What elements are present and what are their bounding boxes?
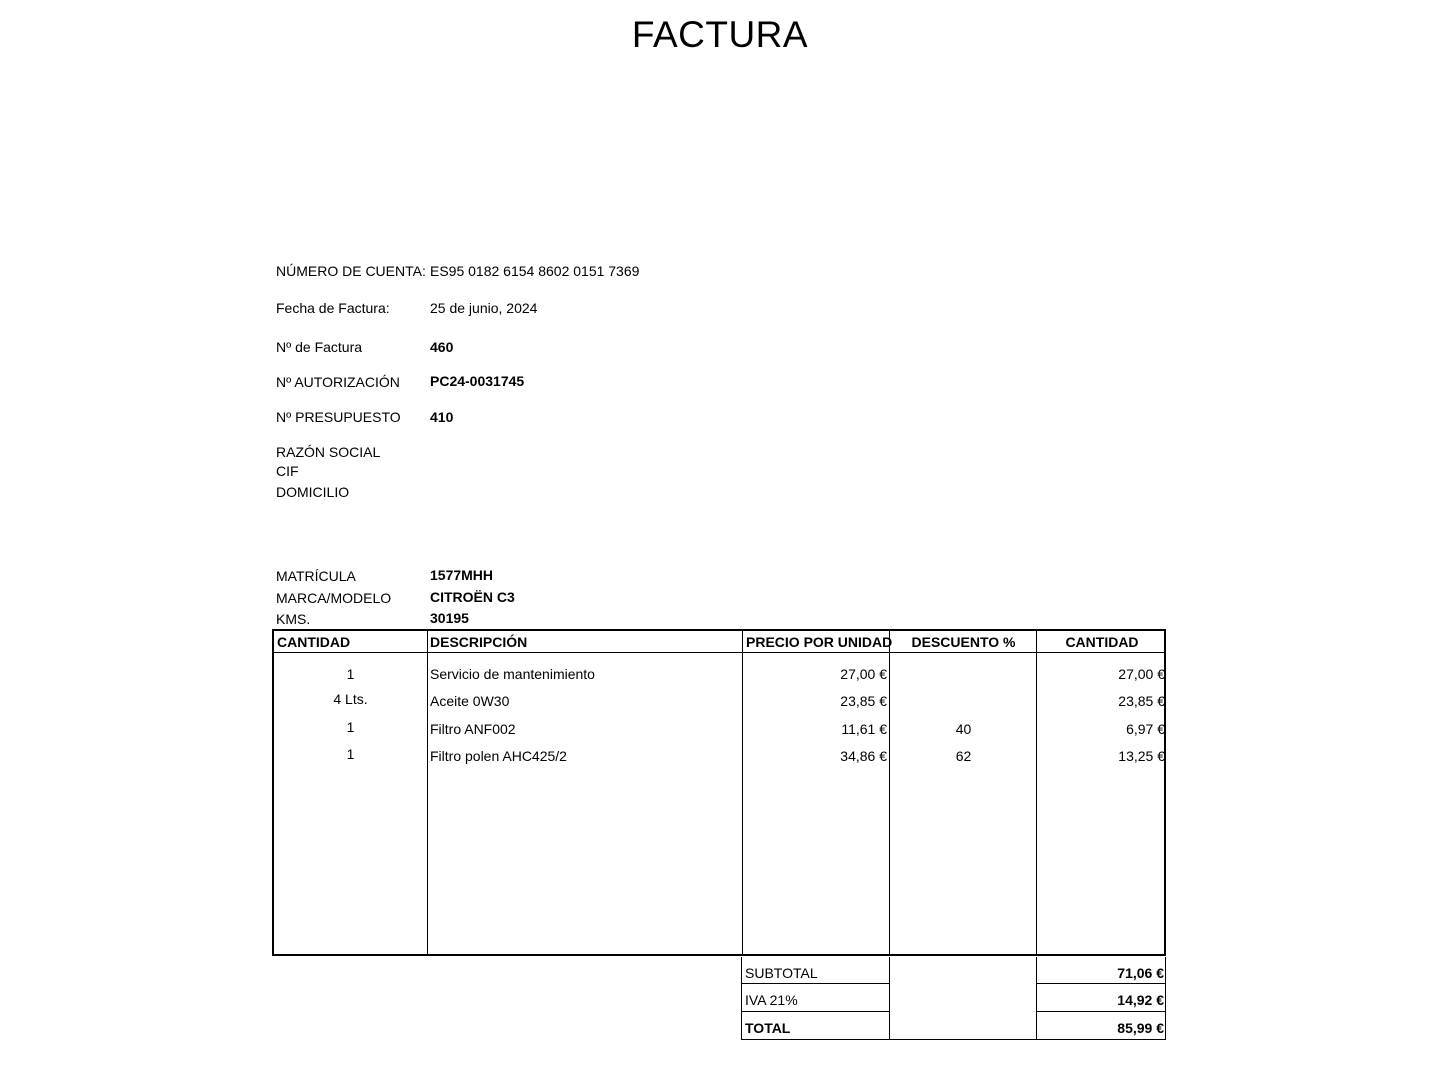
- budget-value: 410: [430, 409, 454, 425]
- totals-divider: [741, 1011, 890, 1012]
- column-divider: [889, 631, 890, 954]
- invoice-number-label: Nº de Factura: [276, 339, 363, 355]
- authorization-label: Nº AUTORIZACIÓN: [276, 374, 400, 390]
- header-divider: [274, 652, 1164, 653]
- row-2-description: Aceite 0W30: [430, 693, 510, 709]
- header-unit-price: PRECIO POR UNIDAD: [746, 634, 893, 650]
- make-model-value: CITROËN C3: [430, 589, 515, 605]
- subtotal-label: SUBTOTAL: [745, 965, 818, 981]
- row-4-amount: 13,25 €: [1118, 748, 1165, 764]
- plate-label: MATRÍCULA: [276, 568, 356, 584]
- row-3-discount: 40: [955, 721, 972, 737]
- address-label: DOMICILIO: [276, 484, 350, 500]
- budget-label: Nº PRESUPUESTO: [276, 409, 401, 425]
- make-model-label: MARCA/MODELO: [276, 590, 392, 606]
- header-discount: DESCUENTO %: [911, 634, 1016, 650]
- header-amount: CANTIDAD: [1065, 634, 1139, 650]
- row-4-description: Filtro polen AHC425/2: [430, 748, 567, 764]
- header-quantity: CANTIDAD: [277, 634, 351, 650]
- row-2-unit-price: 23,85 €: [840, 693, 887, 709]
- row-3-quantity: 1: [346, 719, 355, 735]
- invoice-title: FACTURA: [631, 14, 809, 55]
- totals-divider: [1036, 1011, 1166, 1012]
- row-1-description: Servicio de mantenimiento: [430, 666, 595, 682]
- iva-label: IVA 21%: [745, 992, 798, 1008]
- totals-divider: [1036, 983, 1166, 984]
- row-4-unit-price: 34,86 €: [840, 748, 887, 764]
- subtotal-value: 71,06 €: [1117, 965, 1164, 981]
- row-2-amount: 23,85 €: [1118, 693, 1165, 709]
- row-1-amount: 27,00 €: [1118, 666, 1165, 682]
- row-3-unit-price: 11,61 €: [841, 721, 887, 737]
- account-number-label: NÚMERO DE CUENTA:: [276, 263, 426, 279]
- authorization-value: PC24-0031745: [430, 373, 525, 389]
- company-name-label: RAZÓN SOCIAL: [276, 444, 381, 460]
- totals-blank-box: [889, 957, 1037, 1040]
- kms-value: 30195: [430, 610, 469, 626]
- invoice-date-value: 25 de junio, 2024: [430, 300, 538, 316]
- total-label: TOTAL: [745, 1020, 791, 1036]
- row-3-amount: 6,97 €: [1126, 721, 1165, 737]
- row-3-description: Filtro ANF002: [430, 721, 516, 737]
- header-description: DESCRIPCIÓN: [430, 634, 528, 650]
- iva-value: 14,92 €: [1117, 992, 1164, 1008]
- cif-label: CIF: [276, 463, 299, 479]
- kms-label: KMS.: [276, 611, 311, 627]
- invoice-date-label: Fecha de Factura:: [276, 300, 390, 316]
- totals-divider: [741, 983, 890, 984]
- row-4-quantity: 1: [346, 746, 355, 762]
- invoice-number-value: 460: [430, 339, 454, 355]
- column-divider: [742, 631, 743, 954]
- column-divider: [1036, 631, 1037, 954]
- column-divider: [427, 631, 428, 954]
- row-1-unit-price: 27,00 €: [840, 666, 887, 682]
- row-2-quantity: 4 Lts.: [333, 691, 368, 707]
- plate-value: 1577MHH: [430, 567, 494, 583]
- row-4-discount: 62: [955, 748, 972, 764]
- items-table: [272, 629, 1166, 956]
- account-number-value: ES95 0182 6154 8602 0151 7369: [430, 263, 640, 279]
- total-value: 85,99 €: [1117, 1020, 1164, 1036]
- row-1-quantity: 1: [346, 666, 355, 682]
